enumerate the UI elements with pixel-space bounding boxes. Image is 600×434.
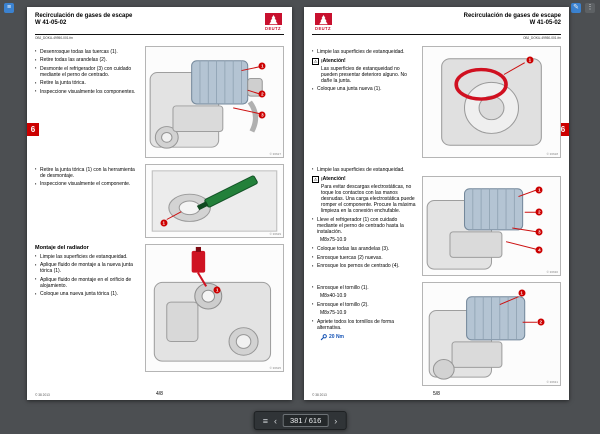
bolt-spec: M8x75-10.9 (320, 237, 347, 244)
figure-bolt-tightening (422, 282, 561, 386)
instruction-item: ▪ Retire la junta tórica (1) con la herramienta de desmontaje. (35, 167, 140, 179)
attention-title: ¡Atención! (321, 58, 346, 65)
attention-text: Para evitar descargas electrostáticas, no toque los contactos con las manos desnudas. Una carga electrostática puede romper el componente. Procure la máxima limpieza en la conexión enchufable. (321, 183, 416, 214)
torque-value: 20 Nm (329, 334, 345, 341)
instruction-item: ▪ Apriete todos los tornillos de forma alternativa. (312, 319, 417, 331)
figure-id: © 36630 (546, 270, 558, 274)
manual-page-left (27, 7, 292, 400)
instruction-item: ▪ Enrosque el tornillo (1). (312, 285, 417, 291)
attention-note (312, 58, 417, 84)
callout-marker: 1 (259, 62, 266, 69)
warning-icon: ⚠ (313, 176, 318, 182)
more-icon[interactable]: ⋮ (586, 4, 594, 11)
deutz-logo (262, 13, 284, 31)
instruction-item: ▪ Retire la junta tórica. (35, 80, 140, 86)
instruction-item: ▪ Desenrosque todas las tuercas (1). (35, 49, 140, 55)
page-number: 4/8 (156, 391, 163, 397)
subsection-heading: Montaje del radiador (35, 245, 89, 251)
engine-illustration (146, 245, 283, 371)
section-code: W 41-05-02 (529, 20, 561, 26)
section-code: W 41-05-02 (35, 20, 67, 26)
figure-new-gasket (422, 46, 561, 158)
callout-marker: 2 (259, 91, 266, 98)
copyright: © 38 2013 (312, 393, 327, 397)
figure-cooler-removal (145, 46, 284, 158)
doc-reference: OBJ_DOKU-49950-001.fm (523, 36, 561, 40)
warning-icon: ⚠ (313, 58, 318, 64)
prev-page-icon[interactable]: ‹ (273, 415, 277, 426)
section-radiator-mounting (35, 244, 284, 372)
instruction-item: ▪ Aplique fluido de montaje en el orificio de alojamiento. (35, 277, 140, 289)
instruction-item: ▪ Retire todas las arandelas (2). (35, 57, 140, 63)
page-footer (35, 391, 284, 397)
instruction-item: ▪ Coloque todas las arandelas (3). (312, 246, 417, 252)
header-text (464, 13, 561, 27)
figure-mounting-fluid (145, 244, 284, 372)
section-bolts-torque (312, 282, 561, 386)
menu-icon[interactable]: ≡ (262, 415, 268, 426)
figure-oring-tool (145, 164, 284, 238)
engine-illustration (423, 283, 560, 385)
page-title: Recirculación de gases de escape (463, 13, 561, 19)
attention-note (312, 176, 417, 214)
doc-reference: OBJ_DOKU-49950-001.fm (35, 36, 73, 40)
instruction-item: ▪ Lleve el refrigerador (1) con cuidado mediante el perno de centrado hasta la instalación. (312, 217, 417, 235)
callout-marker: 1 (160, 219, 167, 226)
instruction-item: ▪ Enrosque los pernos de centrado (4). (312, 263, 417, 269)
instruction-item: ▪ Desmonte el refrigerador (3) con cuidado mediante el perno de centrado. (35, 66, 140, 78)
page-header (312, 13, 561, 35)
wrench-icon (320, 334, 327, 341)
deutz-wordmark: DEUTZ (265, 25, 281, 31)
page-footer (312, 391, 561, 397)
instruction-item: ▪ Limpie las superficies de estanqueidad. (35, 254, 140, 260)
copyright: © 38 2013 (35, 393, 50, 397)
manual-page-right (304, 7, 569, 400)
attention-text: Las superficies de estanqueidad no pueden presentar deterioro alguno. No dañe la junta. (321, 65, 407, 84)
page-header (35, 13, 284, 35)
callout-marker: 1 (526, 57, 533, 64)
bolt-spec: M8x40-10.9 (320, 293, 347, 300)
app-menu-icon[interactable]: ≡ (4, 3, 14, 13)
deutz-logo-emblem (265, 13, 282, 25)
callout-marker: 2 (537, 318, 544, 325)
deutz-wordmark: DEUTZ (315, 25, 331, 31)
instruction-item: ▪ Coloque una junta nueva (1). (312, 86, 417, 92)
callout-marker: 1 (536, 186, 543, 193)
callout-marker: 1 (518, 290, 525, 297)
tower-icon (318, 15, 329, 25)
callout-marker: 2 (536, 209, 543, 216)
tower-icon (268, 15, 279, 25)
header-text (35, 13, 132, 27)
figure-id: © 36631 (546, 380, 558, 384)
instruction-item: ▪ Inspeccione visualmente el componente. (35, 181, 140, 187)
section-gasket (312, 46, 561, 158)
bolt-spec: M8x75-10.9 (320, 310, 347, 317)
figure-id: © 36625 (269, 366, 281, 370)
tool-illustration (146, 165, 283, 237)
page-number: 5/8 (433, 391, 440, 397)
top-right-icons (571, 3, 595, 13)
instruction-item: ▪ Enrosque el tornillo (2). (312, 302, 417, 308)
torque-spec (312, 334, 417, 341)
page-indicator[interactable]: 381 / 616 (283, 414, 328, 427)
next-page-icon[interactable]: › (334, 415, 338, 426)
instruction-item: ▪ Inspeccione visualmente los componentes. (35, 89, 140, 95)
section-disassembly (35, 46, 284, 158)
callout-marker: 4 (536, 246, 543, 253)
callout-marker: 1 (214, 287, 221, 294)
attention-title: ¡Atención! (321, 176, 346, 183)
chapter-tab: 6 (27, 123, 39, 136)
deutz-logo (312, 13, 334, 31)
instruction-item: ▪ Coloque una nueva junta tórica (1). (35, 291, 140, 297)
figure-cooler-assembly (422, 176, 561, 276)
instruction-item: ▪ Limpie las superficies de estanqueidad. (312, 49, 417, 55)
edit-icon[interactable]: ✎ (571, 3, 581, 13)
callout-marker: 3 (536, 228, 543, 235)
section-oring-removal (35, 164, 284, 238)
page-navigation-toolbar (254, 411, 347, 430)
instruction-item: ▪ Aplique fluido de montaje a la nueva junta tórica (1). (35, 262, 140, 274)
callout-marker: 3 (259, 112, 266, 119)
chapter-tab: 6 (557, 123, 569, 136)
engine-illustration (423, 47, 560, 157)
deutz-logo-emblem (315, 13, 332, 25)
figure-id: © 36627 (269, 152, 281, 156)
section-cooler-install (312, 164, 561, 276)
instruction-item: ▪ Enrosque tuercas (2) nuevas. (312, 255, 417, 261)
figure-id: © 36628 (546, 152, 558, 156)
page-title: Recirculación de gases de escape (35, 13, 133, 19)
figure-id: © 36629 (269, 232, 281, 236)
instruction-item: ▪ Limpie las superficies de estanqueidad. (312, 167, 417, 173)
